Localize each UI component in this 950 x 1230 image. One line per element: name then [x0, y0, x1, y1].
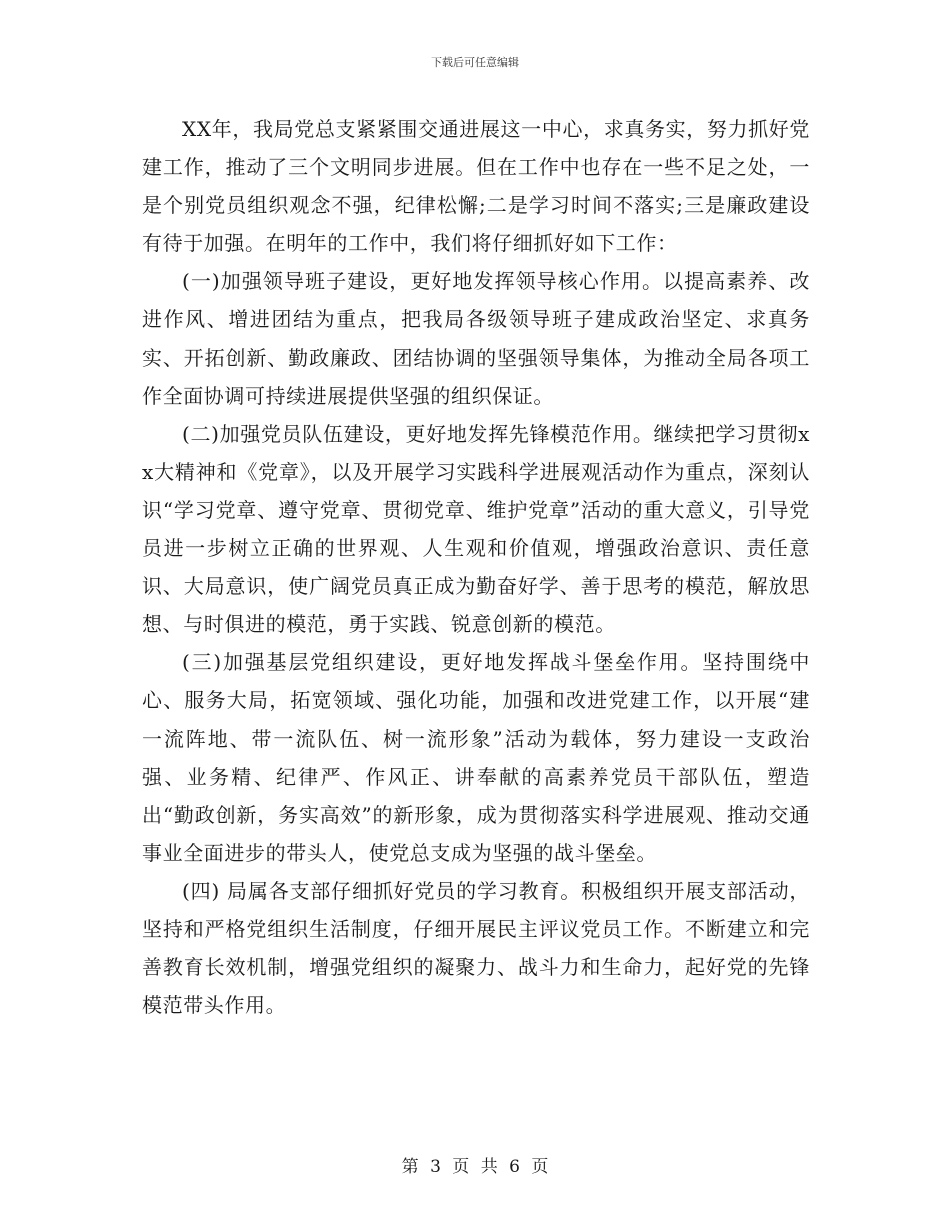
paragraph-section-3: (三)加强基层党组织建设，更好地发挥战斗堡垒作用。坚持围绕中心、服务大局，拓宽领域、强化功能，加强和改进党建工作，以开展“建一流阵地、带一流队伍、树一流形象”活动为载体，努力建设一支政治强、业务精、纪律严、作风正、讲奉献的高素养党员干部队伍，塑造出“勤政创新，务实高效”的新形象，成为贯彻落实科学进展观、推动交通事业全面进步的带头人，使党总支成为坚强的战斗堡垒。: [142, 650, 810, 865]
page-number: 第 3 页 共 6 页: [401, 1157, 549, 1177]
document-body: [142, 110, 810, 1024]
paragraph-section-1: (一)加强领导班子建设，更好地发挥领导核心作用。以提高素养、改进作风、增进团结为重点，把我局各级领导班子建成政治坚定、求真务实、开拓创新、勤政廉政、团结协调的坚强领导集体，为推动全局各项工作全面协调可持续进展提供坚强的组织保证。: [142, 269, 810, 408]
paragraph-section-4: (四) 局属各支部仔细抓好党员的学习教育。积极组织开展支部活动，坚持和严格党组织生活制度，仔细开展民主评议党员工作。不断建立和完善教育长效机制，增强党组织的凝聚力、战斗力和生命力，起好党的先锋模范带头作用。: [142, 878, 810, 1018]
page-header-note: 下载后可任意编辑: [431, 56, 519, 69]
paragraph-section-2: (二)加强党员队伍建设，更好地发挥先锋模范作用。继续把学习贯彻xx大精神和《党章》，以及开展学习实践科学进展观活动作为重点，深刻认识“学习党章、遵守党章、贯彻党章、维护党章”活动的重大意义，引导党员进一步树立正确的世界观、人生观和价值观，增强政治意识、责任意识、大局意识，使广阔党员真正成为勤奋好学、善于思考的模范，解放思想、与时俱进的模范，勇于实践、锐意创新的模范。: [142, 421, 810, 637]
paragraph-intro: XX年，我局党总支紧紧围交通进展这一中心，求真务实，努力抓好党建工作，推动了三个文明同步进展。但在工作中也存在一些不足之处，一是个别党员组织观念不强，纪律松懈;二是学习时间不落实;三是廉政建设有待于加强。在明年的工作中，我们将仔细抓好如下工作：: [142, 117, 810, 256]
